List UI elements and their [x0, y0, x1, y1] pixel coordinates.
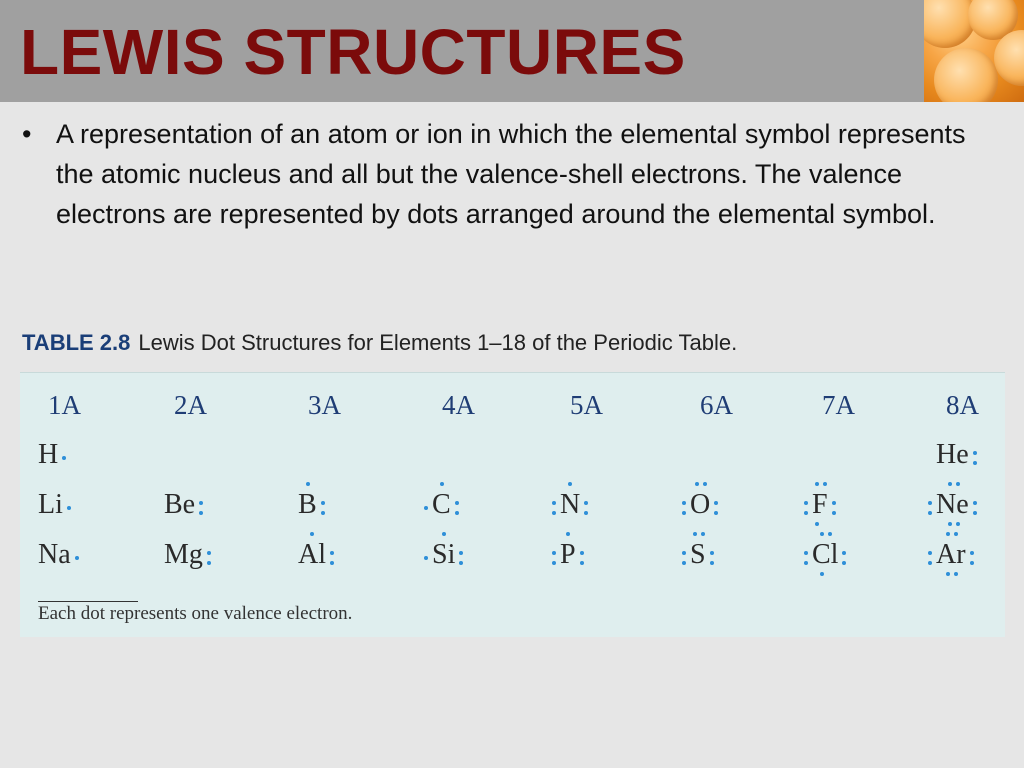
valence-electron-dot — [62, 456, 66, 460]
element-symbol: He — [936, 439, 969, 470]
valence-electron-dot — [956, 522, 960, 526]
group-header: 2A — [174, 390, 207, 420]
valence-electron-dot — [701, 532, 705, 536]
valence-electron-dot — [842, 561, 846, 565]
group-header: 6A — [700, 390, 733, 420]
element-symbol: Ar — [936, 539, 966, 570]
valence-electron-dot — [682, 551, 686, 555]
valence-electron-dot — [815, 482, 819, 486]
valence-electron-dot — [584, 511, 588, 515]
valence-electron-dot — [321, 501, 325, 505]
valence-electron-dot — [928, 511, 932, 515]
valence-electron-dot — [682, 501, 686, 505]
element-symbol: N — [560, 489, 581, 520]
table-caption — [22, 330, 737, 356]
valence-electron-dot — [815, 522, 819, 526]
valence-electron-dot — [946, 532, 950, 536]
valence-electron-dot — [459, 561, 463, 565]
valence-electron-dot — [710, 561, 714, 565]
valence-electron-dot — [306, 482, 310, 486]
element-symbol: P — [560, 539, 576, 570]
valence-electron-dot — [207, 551, 211, 555]
group-header: 1A — [48, 390, 81, 420]
valence-electron-dot — [973, 451, 977, 455]
valence-electron-dot — [703, 482, 707, 486]
valence-electron-dot — [580, 561, 584, 565]
valence-electron-dot — [804, 561, 808, 565]
valence-electron-dot — [566, 532, 570, 536]
valence-electron-dot — [973, 461, 977, 465]
element-symbol: Mg — [164, 539, 203, 570]
valence-electron-dot — [682, 511, 686, 515]
definition-text: A representation of an atom or ion in which the elemental symbol represents the atomic nucleus and all but the valence-shell electrons. The valence electrons are represented by dots arranged around the elemental symbol. — [56, 119, 966, 229]
element-symbol: H — [38, 439, 59, 470]
valence-electron-dot — [820, 572, 824, 576]
valence-electron-dot — [695, 482, 699, 486]
element-symbol: Cl — [812, 539, 839, 570]
table-label: TABLE 2.8 — [22, 330, 131, 355]
valence-electron-dot — [804, 501, 808, 505]
valence-electron-dot — [455, 501, 459, 505]
valence-electron-dot — [928, 561, 932, 565]
element-symbol: O — [690, 489, 711, 520]
valence-electron-dot — [714, 511, 718, 515]
valence-electron-dot — [948, 522, 952, 526]
pills-photo — [924, 0, 1024, 102]
pill-shape — [934, 48, 998, 102]
group-header: 5A — [570, 390, 603, 420]
valence-electron-dot — [973, 501, 977, 505]
valence-electron-dot — [693, 532, 697, 536]
element-symbol: Li — [38, 489, 63, 520]
element-symbol: B — [298, 489, 317, 520]
valence-electron-dot — [842, 551, 846, 555]
valence-electron-dot — [440, 482, 444, 486]
valence-electron-dot — [804, 511, 808, 515]
group-header: 3A — [308, 390, 341, 420]
table-caption-text: Lewis Dot Structures for Elements 1–18 of the Periodic Table. — [138, 330, 738, 355]
valence-electron-dot — [970, 551, 974, 555]
valence-electron-dot — [948, 482, 952, 486]
valence-electron-dot — [954, 532, 958, 536]
element-symbol: F — [812, 489, 828, 520]
valence-electron-dot — [199, 501, 203, 505]
valence-electron-dot — [424, 556, 428, 560]
element-symbol: Na — [38, 539, 71, 570]
valence-electron-dot — [552, 501, 556, 505]
valence-electron-dot — [970, 561, 974, 565]
element-symbol: C — [432, 489, 451, 520]
element-symbol: Be — [164, 489, 196, 520]
slide-title: LEWIS STRUCTURES — [20, 16, 686, 88]
valence-electron-dot — [75, 556, 79, 560]
valence-electron-dot — [321, 511, 325, 515]
valence-electron-dot — [67, 506, 71, 510]
valence-electron-dot — [832, 501, 836, 505]
valence-electron-dot — [710, 551, 714, 555]
table-footnote: Each dot represents one valence electron. — [38, 603, 353, 624]
valence-electron-dot — [820, 532, 824, 536]
element-symbol: Si — [432, 539, 456, 570]
valence-electron-dot — [442, 532, 446, 536]
valence-electron-dot — [455, 511, 459, 515]
valence-electron-dot — [804, 551, 808, 555]
valence-electron-dot — [459, 551, 463, 555]
valence-electron-dot — [956, 482, 960, 486]
footnote-rule — [38, 601, 138, 602]
valence-electron-dot — [330, 561, 334, 565]
valence-electron-dot — [973, 511, 977, 515]
valence-electron-dot — [682, 561, 686, 565]
group-header: 4A — [442, 390, 475, 420]
valence-electron-dot — [330, 551, 334, 555]
valence-electron-dot — [823, 482, 827, 486]
valence-electron-dot — [310, 532, 314, 536]
valence-electron-dot — [584, 501, 588, 505]
bullet-marker: • — [22, 119, 32, 149]
valence-electron-dot — [828, 532, 832, 536]
valence-electron-dot — [199, 511, 203, 515]
valence-electron-dot — [552, 561, 556, 565]
element-symbol: Ne — [936, 489, 969, 520]
title-bar — [0, 0, 924, 102]
valence-electron-dot — [832, 511, 836, 515]
valence-electron-dot — [928, 551, 932, 555]
valence-electron-dot — [568, 482, 572, 486]
valence-electron-dot — [946, 572, 950, 576]
definition-bullet — [22, 114, 1002, 234]
valence-electron-dot — [928, 501, 932, 505]
valence-electron-dot — [580, 551, 584, 555]
element-symbol: S — [690, 539, 706, 570]
valence-electron-dot — [552, 511, 556, 515]
valence-electron-dot — [424, 506, 428, 510]
valence-electron-dot — [207, 561, 211, 565]
valence-electron-dot — [552, 551, 556, 555]
valence-electron-dot — [714, 501, 718, 505]
group-header: 7A — [822, 390, 855, 420]
element-symbol: Al — [298, 539, 326, 570]
group-header: 8A — [946, 390, 979, 420]
valence-electron-dot — [954, 572, 958, 576]
